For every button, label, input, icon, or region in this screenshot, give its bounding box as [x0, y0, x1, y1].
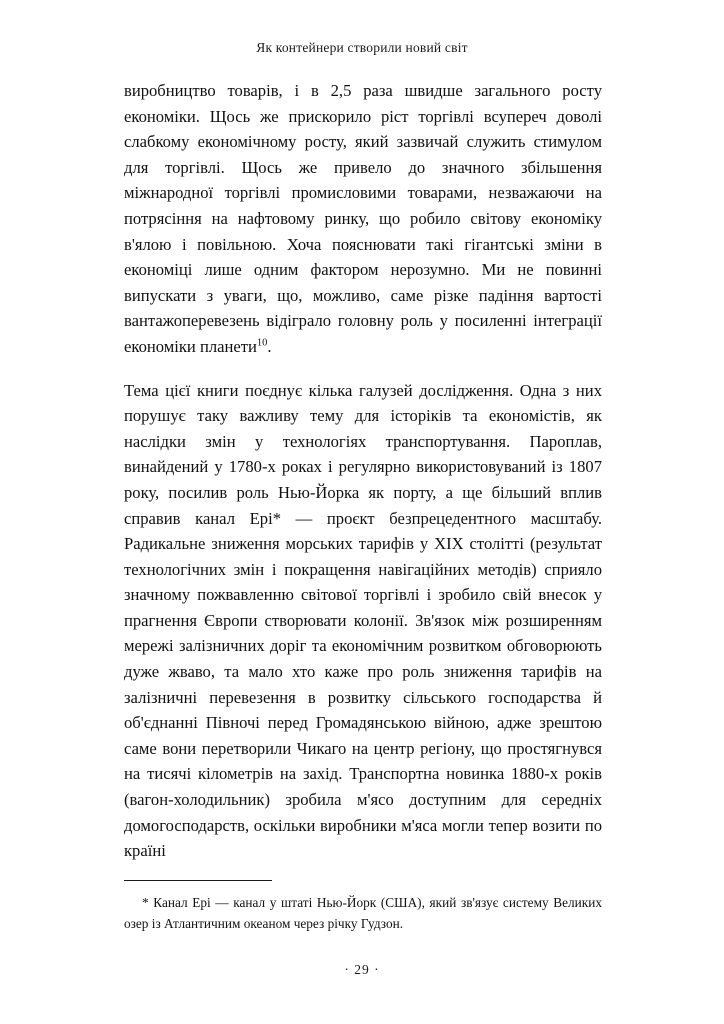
- running-head: Як контейнери створили новий світ: [256, 40, 468, 55]
- paragraph-2: Тема цієї книги поєднує кілька галузей дослідження. Одна з них порушує таку важливу тему для історіків та економістів, як наслідки змін у технологіях транспортування. Пароплав, винайдений у 1780-х роках і регулярно використовуваний із 1807 року, посилив роль Нью-Йорка як порту, а ще більший вплив справив канал Ері* — проєкт безпрецедентного масштабу. Радикальне зниження морських тарифів у XIX столітті (результат технологічних змін і покращення навігаційних методів) сприяло значному пожвавленню світової торгівлі і зробило свій внесок у прагнення Європи створювати колонії. Зв'язок між розширенням мережі залізничних доріг та економічним розвитком обговорюють дуже жваво, та мало хто каже про роль зниження тарифів на залізничні перевезення в розвитку сільського господарства й об'єднанні Півночі перед Громадянською війною, адже зрештою саме вони перетворили Чикаго на центр регіону, що простягнувся на тисячі кілометрів на захід. Транспортна новинка 1880-х років (вагон-холодильник) зробила м'ясо доступним для середніх домогосподарств, оскільки виробники м'яса могли тепер возити по країні: [124, 380, 602, 861]
- paragraph-1-period: .: [267, 336, 272, 356]
- page-number: · 29 ·: [344, 962, 380, 977]
- footnote-area: [124, 880, 602, 934]
- paragraph-1-text: виробництво товарів, і в 2,5 раза швидше загального росту економіки. Щось же прискорило ріст торгівлі всупереч доволі слабкому економічному росту, який зазвичай служить стимулом для торгівлі. Щось же привело до значного збільшення міжнародної торгівлі промисловими товарами, незважаючи на потрясіння на нафтовому ринку, що робило світову економіку в'ялою і повільною. Хоча пояснювати такі гігантські зміни в економіці лише одним фактором нерозумно. Ми не повинні випускати з уваги, що, можливо, саме різке падіння вартості вантажоперевезень відіграло головну роль у посиленні інтеграції економіки планети: [124, 81, 602, 356]
- body-text-column: [124, 78, 602, 864]
- footnote-text: * Канал Ері — канал у штаті Нью-Йорк (США), який зв'язує систему Великих озер із Атлантичним океаном через річку Гудзон.: [124, 895, 602, 931]
- footnote-divider: [124, 880, 272, 881]
- paragraph-1: [124, 78, 602, 360]
- footnote-marker-10: 10: [256, 337, 268, 349]
